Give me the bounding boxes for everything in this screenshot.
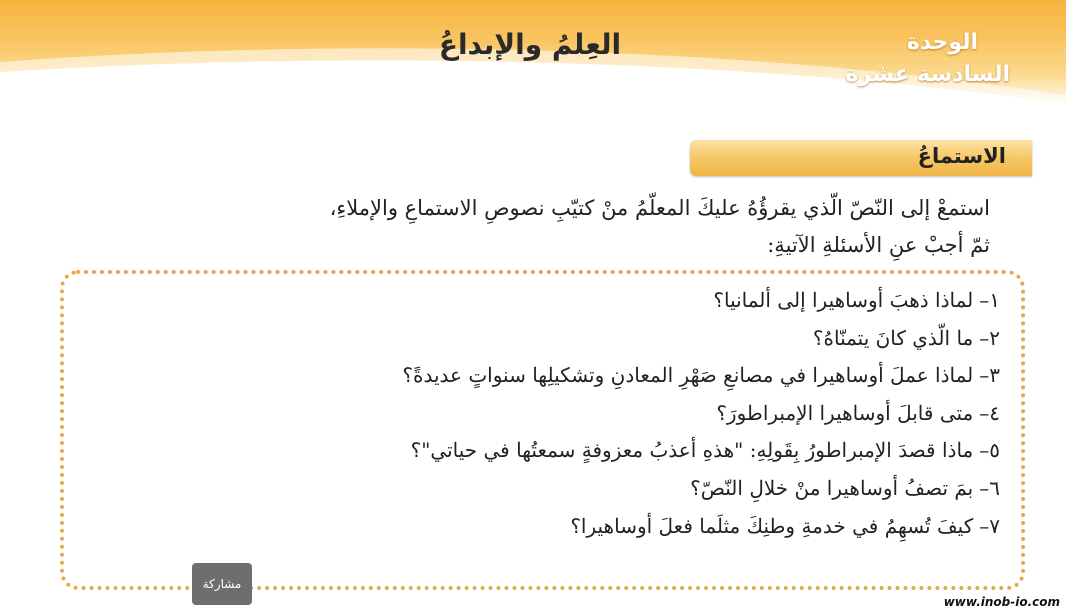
unit-word: الوحدة — [906, 30, 978, 55]
question-number: ١– — [979, 288, 1000, 312]
unit-number: السادسة عشرة — [845, 62, 1010, 87]
question-text: لماذا ذهبَ أوساهيرا إلى ألمانيا؟ — [713, 288, 974, 312]
question-item — [100, 282, 1000, 320]
question-item — [100, 320, 1000, 358]
question-text: لماذا عملَ أوساهيرا في مصانعِ صَهْرِ المعادنِ وتشكيلِها سنواتٍ عديدةً؟ — [402, 363, 974, 388]
instruction-line-1: استمعْ إلى النّصّ الّذي يقرؤُهُ عليكَ المعلّمُ منْ كتيّبِ نصوصِ الاستماعِ والإملاءِ، — [329, 196, 990, 220]
question-item — [100, 432, 1000, 470]
section-tab — [690, 140, 1032, 176]
instruction-text — [30, 190, 990, 264]
questions-list — [100, 282, 1000, 545]
question-text: ماذا قصدَ الإمبراطورُ بِقَولِهِ: "هذهِ أعذبُ معزوفةٍ سمعتُها في حياتي"؟ — [410, 438, 974, 463]
question-text: بمَ تصفُ أوساهيرا منْ خلالِ النّصّ؟ — [690, 475, 974, 500]
question-number: ٢– — [979, 325, 1000, 350]
share-button[interactable]: مشاركة — [192, 563, 252, 605]
question-item — [100, 470, 1000, 508]
question-number: ٦– — [979, 475, 1000, 500]
question-item — [100, 357, 1000, 395]
question-number: ٥– — [979, 438, 1000, 463]
question-item — [100, 508, 1000, 546]
question-number: ٤– — [979, 400, 1000, 425]
question-number: ٣– — [979, 363, 1000, 388]
question-text: متى قابلَ أوساهيرا الإمبراطورَ؟ — [716, 400, 974, 425]
lesson-title: العِلمُ والإبداعُ — [438, 28, 622, 61]
question-number: ٧– — [979, 513, 1000, 538]
question-text: كيفَ تُسهِمُ في خدمةِ وطنِكَ مثلَما فعلَ أوساهيرا؟ — [570, 513, 974, 538]
section-tab-label: الاستماعُ — [917, 144, 1006, 168]
question-text: ما الّذي كانَ يتمنّاهُ؟ — [812, 325, 974, 350]
site-watermark: www.inob-io.com — [943, 595, 1060, 609]
question-item — [100, 395, 1000, 433]
instruction-line-2: ثمّ أجبْ عنِ الأسئلةِ الآتيةِ: — [767, 233, 990, 257]
